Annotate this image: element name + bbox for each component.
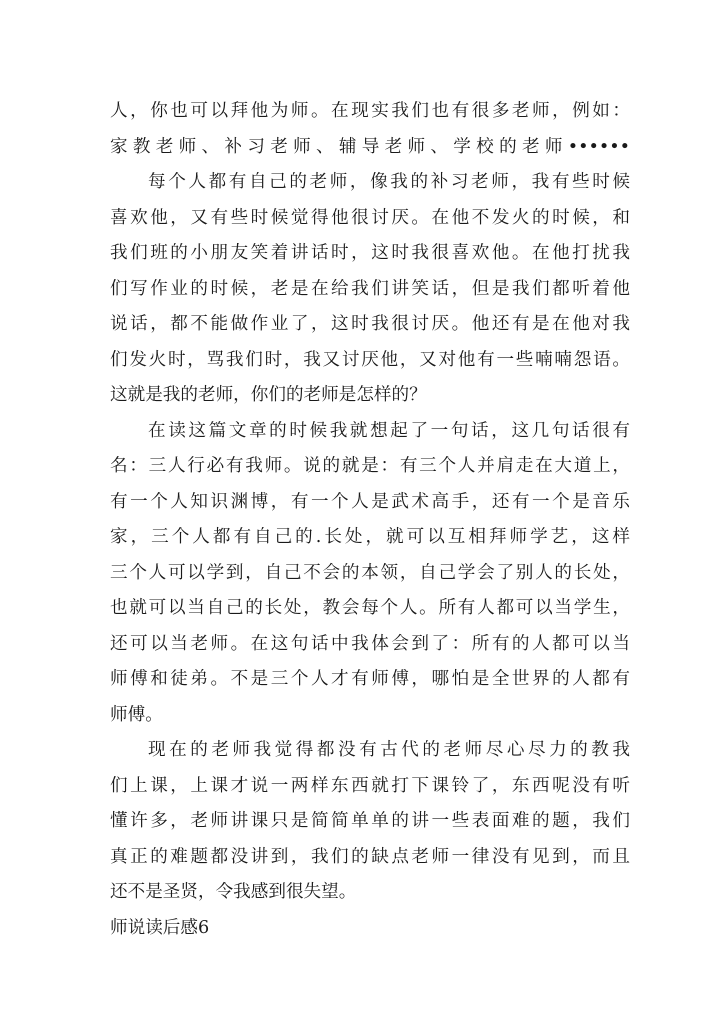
paragraph-line: 喜欢他，又有些时候觉得他很讨厌。在他不发火的时候，和 [110, 208, 630, 228]
paragraph-line: 还可以当老师。在这句话中我体会到了：所有的人都可以当 [110, 634, 630, 654]
paragraph-line: 家教老师、补习老师、辅导老师、学校的老师•••••• [110, 137, 630, 157]
paragraph-line: 懂许多，老师讲课只是简简单单的讲一些表面难的题，我们 [110, 811, 630, 831]
paragraph-line: 人，你也可以拜他为师。在现实我们也有很多老师，例如： [110, 101, 630, 121]
paragraph-line: 们上课，上课才说一两样东西就打下课铃了，东西呢没有听 [110, 776, 630, 796]
paragraph-line: 这就是我的老师，你们的老师是怎样的？ [110, 385, 427, 405]
paragraph-line: 们写作业的时候，老是在给我们讲笑话，但是我们都听着他 [110, 279, 630, 299]
paragraph-line: 家，三个人都有自己的.长处，就可以互相拜师学艺，这样 [110, 527, 630, 547]
section-heading: 师说读后感6 [110, 918, 210, 938]
paragraph-line: 三个人可以学到，自己不会的本领，自己学会了别人的长处， [110, 563, 630, 583]
paragraph-line: 每个人都有自己的老师，像我的补习老师，我有些时候 [148, 172, 630, 192]
paragraph-line: 在读这篇文章的时候我就想起了一句话，这几句话很有 [148, 421, 630, 441]
paragraph-line: 我们班的小朋友笑着讲话时，这时我很喜欢他。在他打扰我 [110, 243, 630, 263]
paragraph-line: 也就可以当自己的长处，教会每个人。所有人都可以当学生， [110, 598, 630, 618]
paragraph-line: 说话，都不能做作业了，这时我很讨厌。他还有是在他对我 [110, 314, 630, 334]
paragraph-line: 们发火时，骂我们时，我又讨厌他，又对他有一些喃喃怨语。 [110, 350, 630, 370]
paragraph-line: 师傅和徒弟。不是三个人才有师傅，哪怕是全世界的人都有 [110, 669, 630, 689]
paragraph-line: 还不是圣贤，令我感到很失望。 [110, 882, 357, 902]
paragraph-line: 真正的难题都没讲到，我们的缺点老师一律没有见到，而且 [110, 847, 630, 867]
paragraph-line: 有一个人知识渊博，有一个人是武术高手，还有一个是音乐 [110, 492, 630, 512]
paragraph-line: 现在的老师我觉得都没有古代的老师尽心尽力的教我 [148, 740, 630, 760]
paragraph-line: 师傅。 [110, 705, 163, 725]
paragraph-line: 名：三人行必有我师。说的就是：有三个人并肩走在大道上， [110, 456, 630, 476]
